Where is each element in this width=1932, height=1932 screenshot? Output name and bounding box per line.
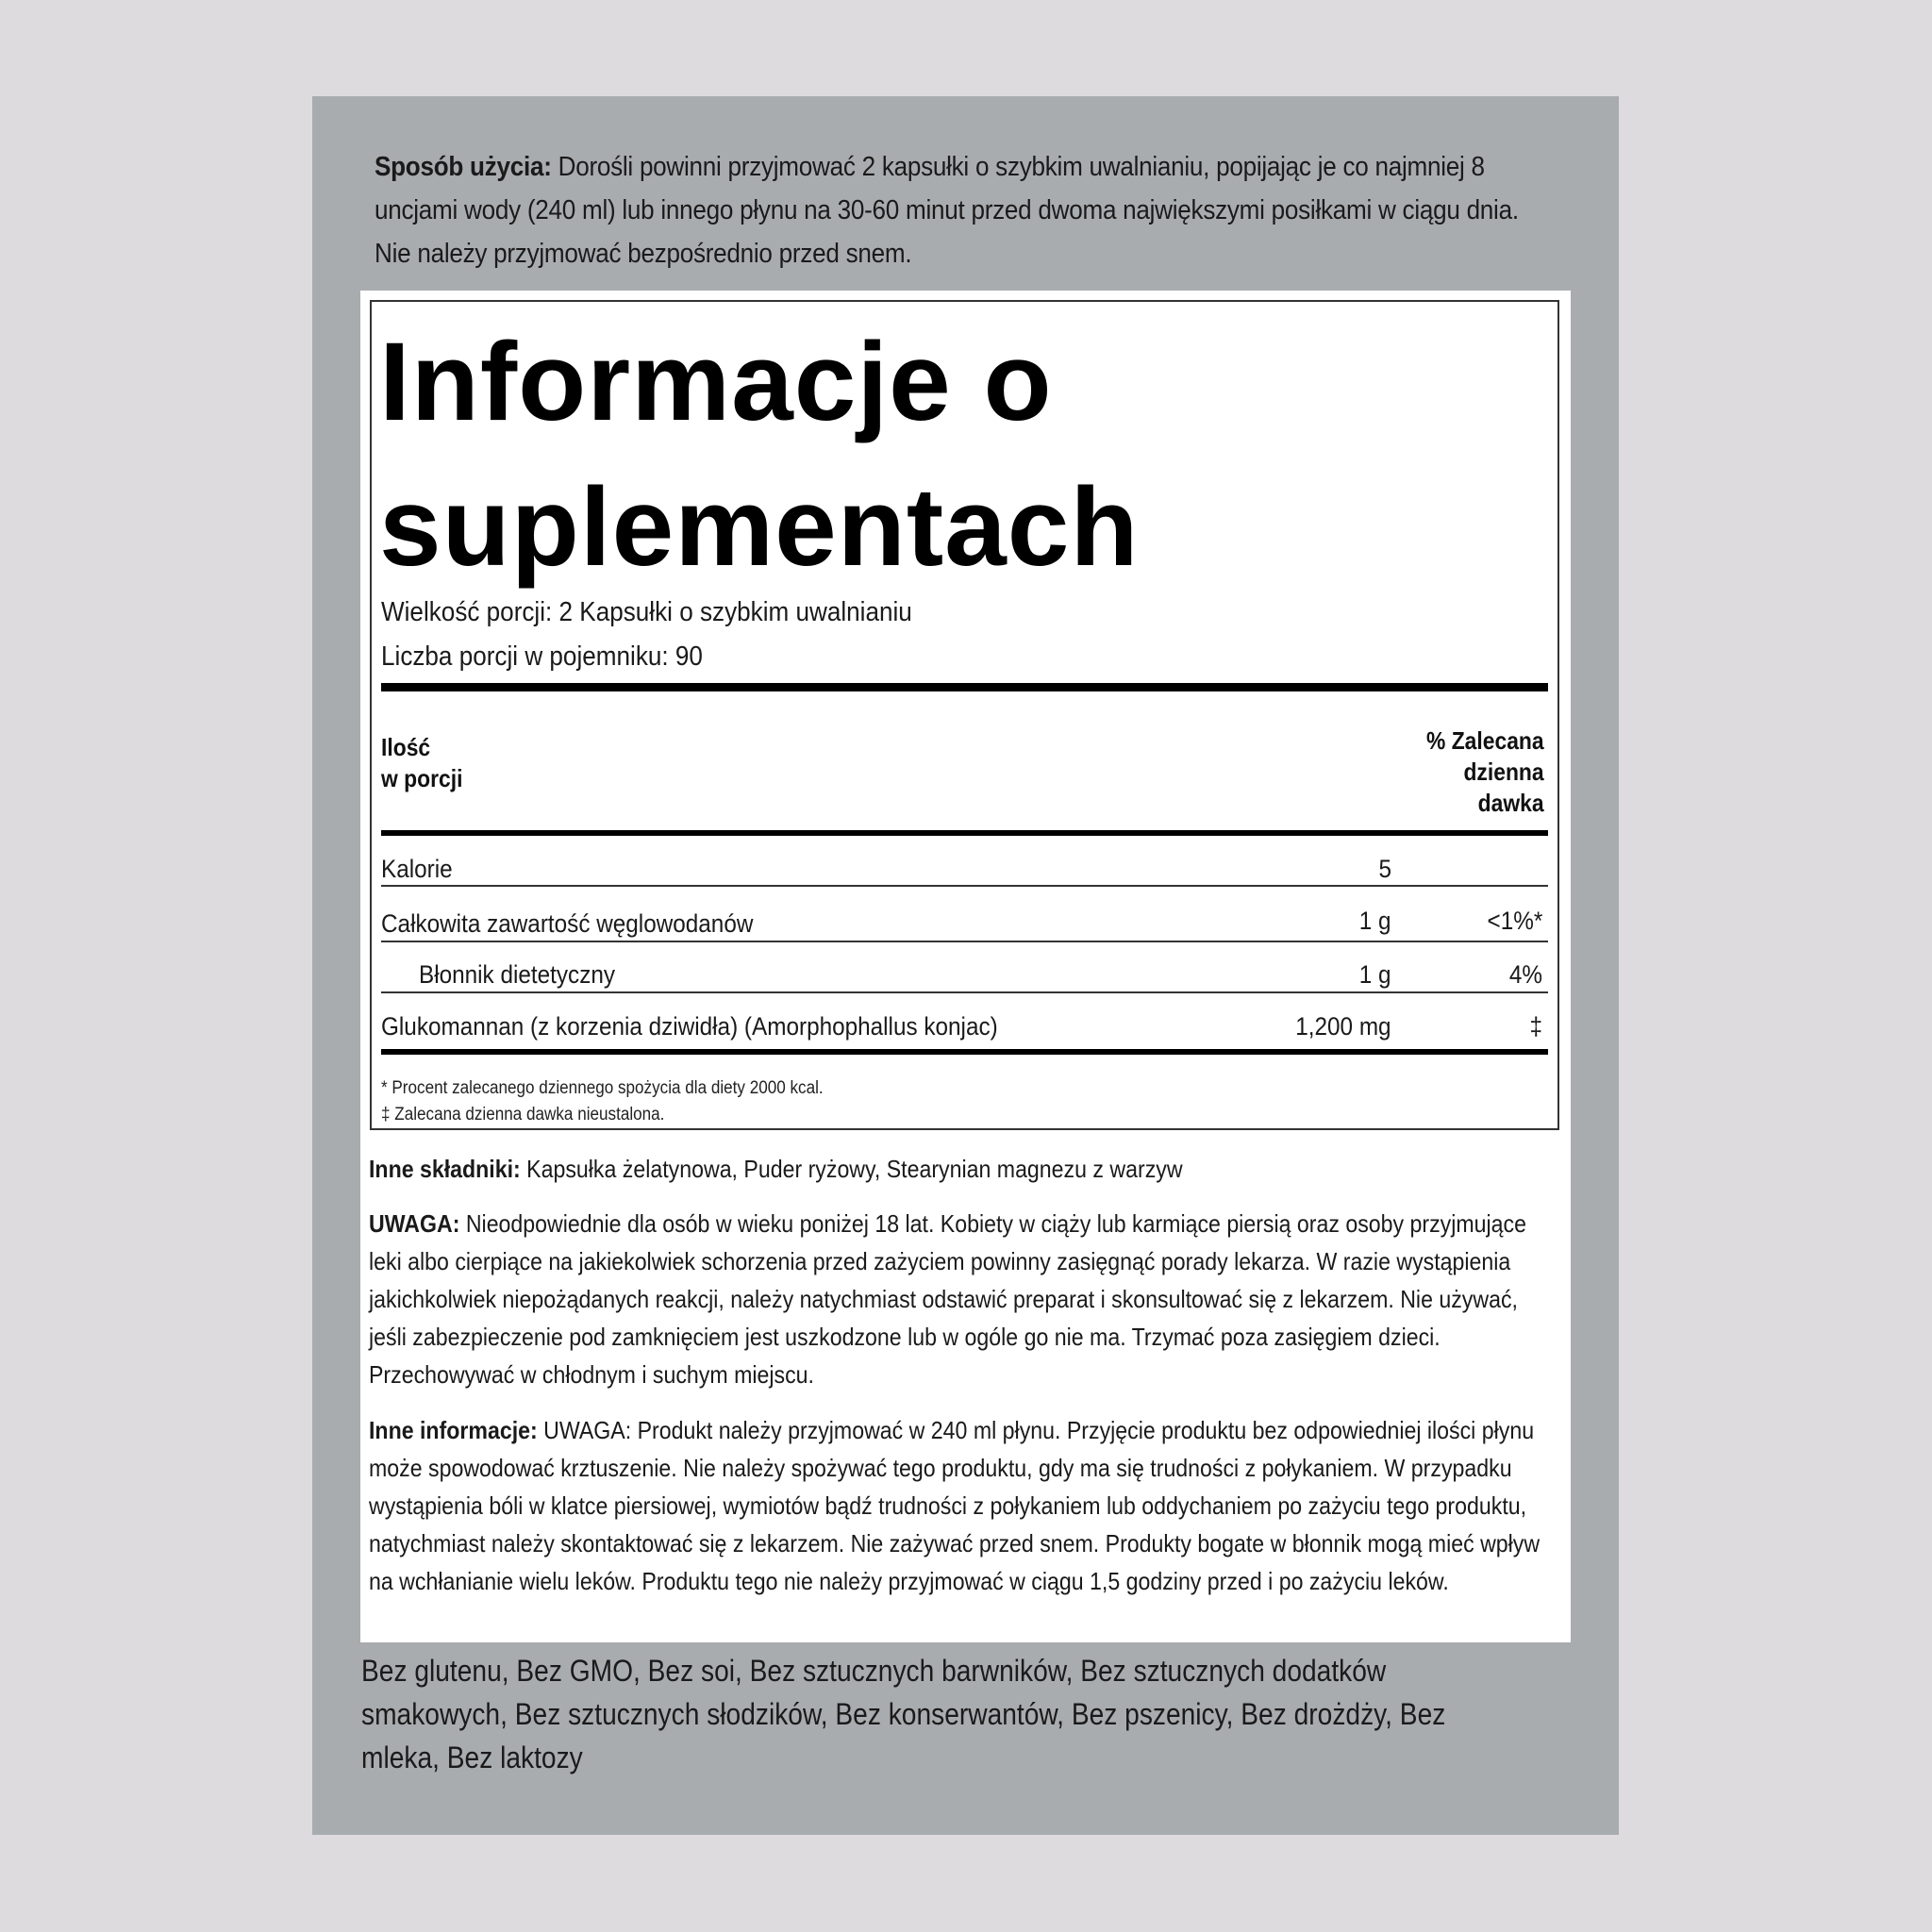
other-ingredients: [369, 1150, 1544, 1188]
warning-label: UWAGA:: [369, 1209, 460, 1238]
header-right-line1: % Zalecana: [1426, 726, 1544, 755]
facts-title: [379, 309, 1139, 600]
footnote-dv-not-established: ‡ Zalecana dzienna dawka nieustalona.: [381, 1105, 665, 1124]
row-amount-calories: 5: [1378, 855, 1391, 883]
warning-body: Nieodpowiednie dla osób w wieku poniżej 18 lat. Kobiety w ciąży lub karmiące piersią oraz osoby przyjmujące leki albo cierpiące na jakiekolwiek schorzenia przed zażyciem powinny zasięgnąć porady lekarza. W razie wystąpienia jakichkolwiek niepożądanych reakcji, należy natychmiast odstawić preparat i skonsultować się z lekarzem. Nie używać, jeśli zabezpieczenie pod zamknięciem jest uszkodzone lub w ogóle go nie ma. Trzymać poza zasięgiem dzieci. Przechowywać w chłodnym i suchym miejscu.: [369, 1209, 1526, 1389]
divider-header: [381, 830, 1548, 836]
row-amount-glucomannan: 1,200 mg: [1295, 1012, 1391, 1041]
row-dv-carbohydrates: <1%*: [1487, 907, 1542, 935]
divider-row: [381, 991, 1548, 993]
directions-body: Dorośli powinni przyjmować 2 kapsułki o szybkim uwalnianiu, popijając je co najmniej 8 uncjami wody (240 ml) lub innego płynu na 30-60 minut przed dwoma największymi posiłkami w ciągu dnia. Nie należy przyjmować bezpośrednio przed snem.: [375, 152, 1519, 269]
serving-size: Wielkość porcji: 2 Kapsułki o szybkim uwalnianiu: [381, 597, 912, 627]
warning-text: [369, 1205, 1544, 1393]
supplement-facts-box: [370, 300, 1559, 1130]
header-right-line3: dawka: [1478, 789, 1544, 817]
directions-label: Sposób użycia:: [375, 152, 552, 182]
row-amount-carbohydrates: 1 g: [1359, 907, 1391, 935]
row-name-calories: Kalorie: [381, 855, 453, 883]
servings-per-container: Liczba porcji w pojemniku: 90: [381, 641, 703, 672]
other-ingredients-label: Inne składniki:: [369, 1155, 521, 1183]
directions-text: [375, 145, 1546, 275]
other-info-text: [369, 1411, 1544, 1600]
daily-value-header: [1426, 725, 1544, 819]
label-white-area: [360, 291, 1571, 1642]
row-amount-fiber: 1 g: [1359, 960, 1391, 989]
row-dv-fiber: 4%: [1508, 960, 1542, 989]
row-name-carbohydrates: Całkowita zawartość węglowodanów: [381, 909, 754, 938]
row-name-fiber: Błonnik dietetyczny: [419, 960, 616, 989]
row-name-glucomannan: Glukomannan (z korzenia dziwidła) (Amorphophallus konjac): [381, 1012, 998, 1041]
divider-thick: [381, 683, 1548, 691]
other-info-label: Inne informacje:: [369, 1416, 538, 1444]
divider-row: [381, 885, 1548, 887]
divider-row: [381, 941, 1548, 942]
other-info-body: UWAGA: Produkt należy przyjmować w 240 ml płynu. Przyjęcie produktu bez odpowiedniej ilości płynu może spowodować krztuszenie. Nie należy spożywać tego produktu, gdy ma się trudności z połykaniem. W przypadku wystąpienia bóli w klatce piersiowej, wymiotów bądź trudności z połykaniem lub oddychaniem po zażyciu tego produktu, natychmiast należy skontaktować się z lekarzem. Nie zażywać przed snem. Produkty bogate w błonnik mogą mieć wpływ na wchłanianie wielu leków. Produktu tego nie należy przyjmować w ciągu 1,5 godziny przed i po zażyciu leków.: [369, 1416, 1541, 1595]
header-left-line1: Ilość: [381, 733, 431, 761]
divider-bottom: [381, 1049, 1548, 1055]
amount-per-serving-header: [381, 732, 462, 794]
label-panel: [312, 96, 1619, 1835]
facts-title-line1: Informacje o: [379, 320, 1053, 444]
footnote-percent: * Procent zalecanego dziennego spożycia dla diety 2000 kcal.: [381, 1078, 824, 1098]
header-right-line2: dzienna: [1463, 758, 1544, 786]
header-left-line2: w porcji: [381, 764, 463, 792]
facts-title-line2: suplementach: [379, 465, 1140, 590]
row-dv-glucomannan: ‡: [1529, 1012, 1542, 1041]
free-from-claims: Bez glutenu, Bez GMO, Bez soi, Bez sztucznych barwników, Bez sztucznych dodatków smakowych, Bez sztucznych słodzików, Bez konserwantów, Bez pszenicy, Bez drożdży, Bez mleka, Bez laktozy: [361, 1654, 1446, 1774]
other-ingredients-text: Kapsułka żelatynowa, Puder ryżowy, Stearynian magnezu z warzyw: [520, 1155, 1183, 1183]
